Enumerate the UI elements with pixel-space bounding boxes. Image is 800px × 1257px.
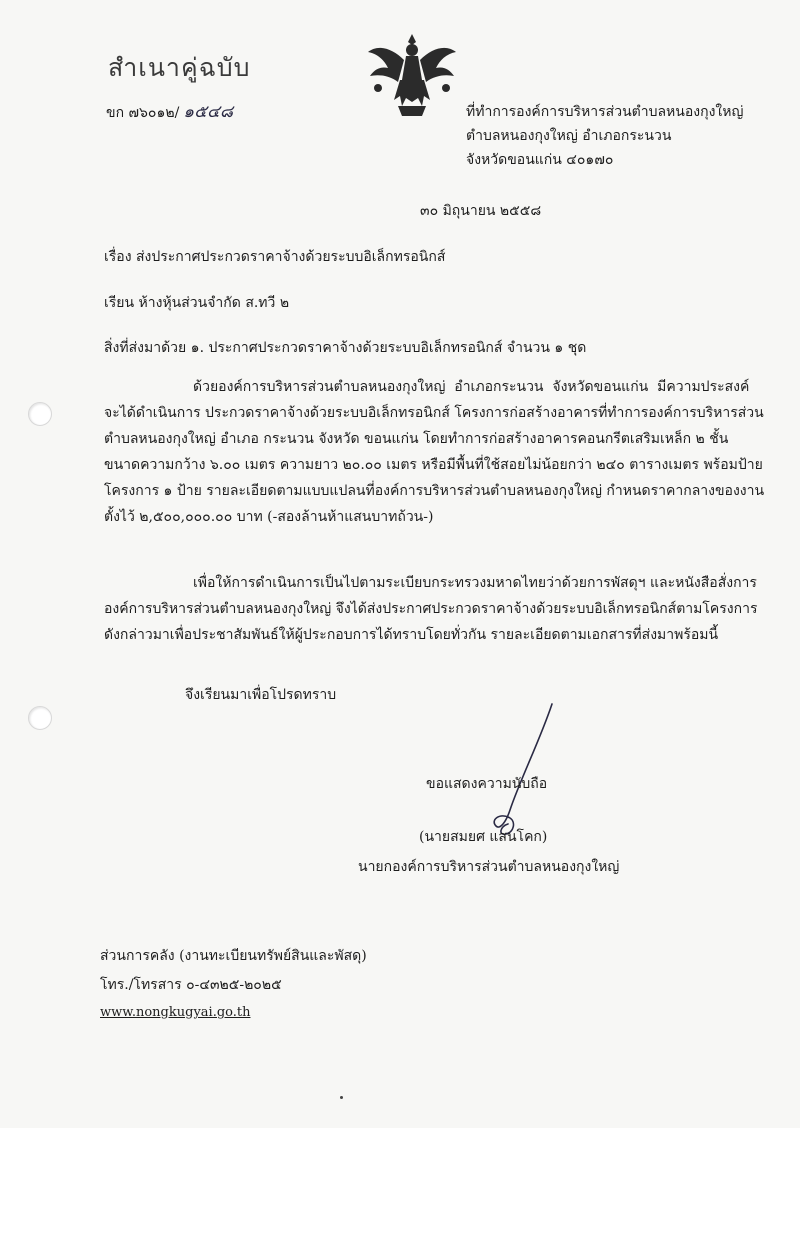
paragraph-line: เพื่อให้การดำเนินการเป็นไปตามระเบียบกระทรวงมหาดไทยว่าด้วยการพัสดุฯ และหนังสือสั่งการ xyxy=(104,575,757,591)
regards-line: ขอแสดงความนับถือ xyxy=(426,776,548,792)
footer-website-link[interactable]: www.nongkugyai.go.th xyxy=(100,1005,251,1020)
office-address-line: จังหวัดขอนแก่น ๔๐๑๗๐ xyxy=(466,152,614,168)
reference-number-prefix: ขก ๗๖๐๑๒/ xyxy=(106,105,180,121)
office-address xyxy=(466,100,743,172)
paragraph-line: ดังกล่าวมาเพื่อประชาสัมพันธ์ให้ผู้ประกอบการได้ทราบโดยทั่วกัน รายละเอียดตามเอกสารที่ส่งมาพร้อมนี้ xyxy=(104,627,719,643)
paragraph-line: จะได้ดำเนินการ ประกวดราคาจ้างด้วยระบบอิเล็กทรอนิกส์ โครงการก่อสร้างอาคารที่ทำการองค์การบริหารส่วน xyxy=(104,405,764,421)
speck-mark xyxy=(340,1096,343,1099)
paragraph-line: องค์การบริหารส่วนตำบลหนองกุงใหญ่ จึงได้ส่งประกาศประกวดราคาจ้างด้วยระบบอิเล็กทรอนิกส์ตามโครงการ xyxy=(104,601,758,617)
garuda-emblem-icon xyxy=(364,30,460,120)
reference-number xyxy=(106,98,233,125)
office-address-line: ที่ทำการองค์การบริหารส่วนตำบลหนองกุงใหญ่ xyxy=(466,104,744,120)
signer-name: (นายสมยศ แสนโคก) xyxy=(419,829,548,845)
letter-enclosure: สิ่งที่ส่งมาด้วย ๑. ประกาศประกวดราคาจ้างด้วยระบบอิเล็กทรอนิกส์ จำนวน ๑ ชุด xyxy=(104,340,587,356)
letter-subject: เรื่อง ส่งประกาศประกวดราคาจ้างด้วยระบบอิเล็กทรอนิกส์ xyxy=(104,249,446,265)
paragraph-line: โครงการ ๑ ป้าย รายละเอียดตามแบบแปลนที่องค์การบริหารส่วนตำบลหนองกุงใหญ่ กำหนดราคากลางของงาน xyxy=(104,483,765,499)
punch-hole xyxy=(28,706,52,730)
paragraph-line: ตั้งไว้ ๒,๕๐๐,๐๐๐.๐๐ บาท (-สองล้านห้าแสนบาทถ้วน-) xyxy=(104,509,434,525)
office-address-line: ตำบลหนองกุงใหญ่ อำเภอกระนวน xyxy=(466,128,672,144)
signer-title: นายกองค์การบริหารส่วนตำบลหนองกุงใหญ่ xyxy=(358,859,620,875)
footer-phone: โทร./โทรสาร ๐-๔๓๒๕-๒๐๒๕ xyxy=(100,977,282,993)
letter-date: ๓๐ มิถุนายน ๒๕๕๘ xyxy=(420,203,542,219)
handwritten-signature xyxy=(470,700,580,840)
body-paragraph-2 xyxy=(104,570,758,648)
reference-number-handwritten: ๑๕๔๘ xyxy=(183,102,233,122)
letter-salutation: เรียน ห้างหุ้นส่วนจำกัด ส.ทวี ๒ xyxy=(104,295,290,311)
closing-line: จึงเรียนมาเพื่อโปรดทราบ xyxy=(185,687,337,703)
punch-hole xyxy=(28,402,52,426)
paragraph-line: ด้วยองค์การบริหารส่วนตำบลหนองกุงใหญ่ อำเภอกระนวน จังหวัดขอนแก่น มีความประสงค์ xyxy=(104,379,750,395)
body-paragraph-1 xyxy=(104,374,765,530)
footer-department: ส่วนการคลัง (งานทะเบียนทรัพย์สินและพัสดุ) xyxy=(100,948,367,964)
paragraph-line: ตำบลหนองกุงใหญ่ อำเภอ กระนวน จังหวัด ขอนแก่น โดยทำการก่อสร้างอาคารคอนกรีตเสริมเหล็ก ๒ ชั้น xyxy=(104,431,729,447)
copy-stamp: สำเนาคู่ฉบับ xyxy=(108,53,251,82)
paragraph-line: ขนาดความกว้าง ๖.๐๐ เมตร ความยาว ๒๐.๐๐ เมตร หรือมีพื้นที่ใช้สอยไม่น้อยกว่า ๒๔๐ ตารางเมตร พร้อมป้าย xyxy=(104,457,763,473)
